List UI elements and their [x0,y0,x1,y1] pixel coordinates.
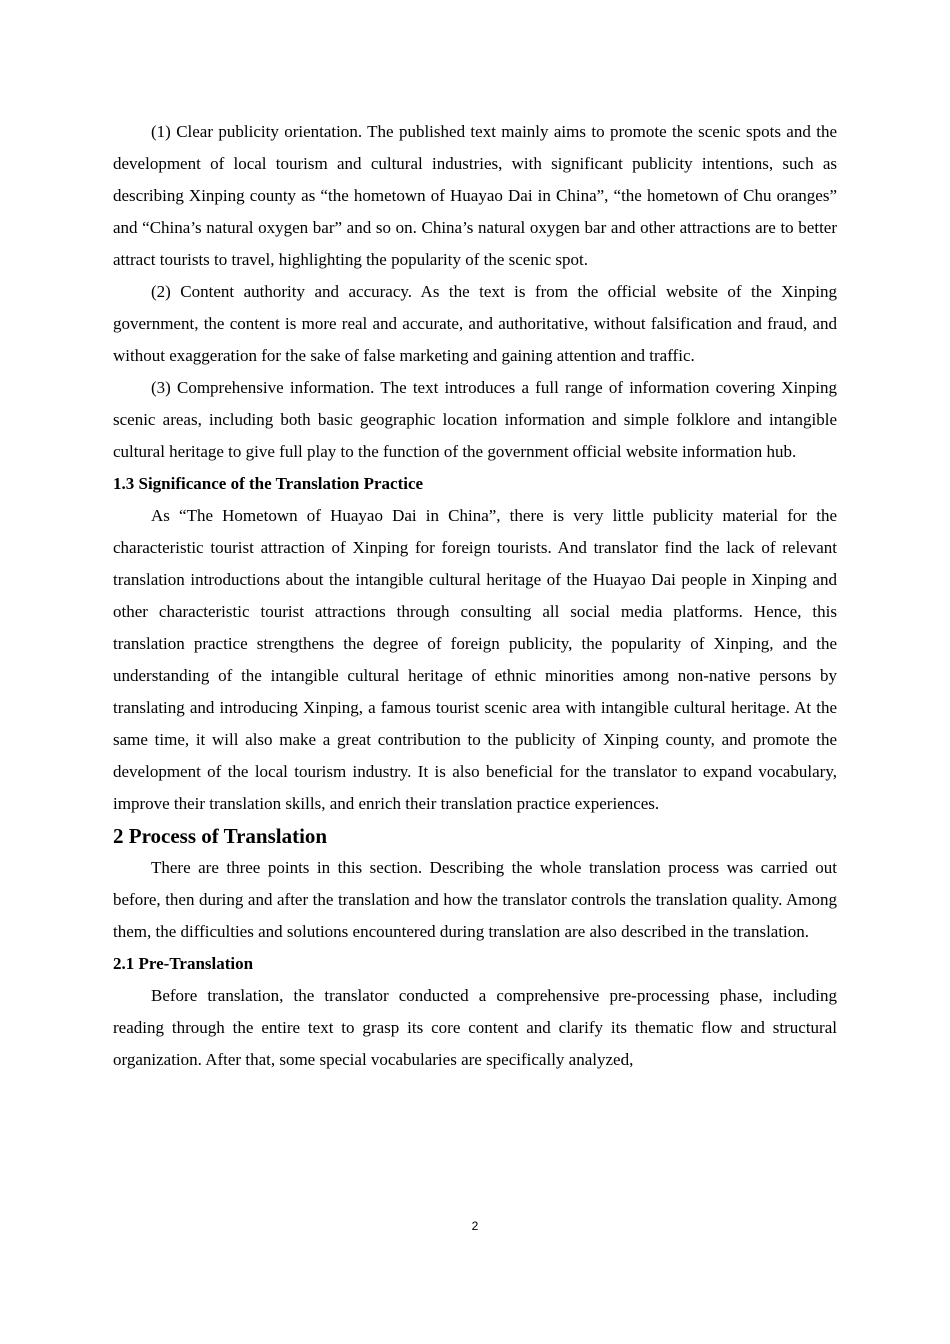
section-heading-2-1: 2.1 Pre-Translation [113,954,254,973]
paragraph-publicity-orientation: (1) Clear publicity orientation. The published text mainly aims to promote the scenic spots and the development of local tourism and cultural industries, with significant publicity intentions, such as describing Xinping county as “the hometown of Huayao Dai in China”, “the hometown of Chu oranges” and “China’s natural oxygen bar” and so on. China’s natural oxygen bar and other attractions are to better attract tourists to travel, highlighting the popularity of the scenic spot. [113,122,837,269]
paragraph-process-overview: There are three points in this section. Describing the whole translation process was carried out before, then during and after the translation and how the translator controls the translation quality. Among them, the difficulties and solutions encountered during translation are also described in the translation. [113,858,837,941]
section-heading-1-3: 1.3 Significance of the Translation Practice [113,474,424,493]
paragraph-comprehensive-information: (3) Comprehensive information. The text introduces a full range of information covering Xinping scenic areas, including both basic geographic location information and simple folklore and intangible cultural heritage to give full play to the function of the government official website information hub. [113,378,837,461]
paragraph-content-authority: (2) Content authority and accuracy. As the text is from the official website of the Xinping government, the content is more real and accurate, and authoritative, without falsification and fraud, and without exaggeration for the sake of false marketing and gaining attention and traffic. [113,282,837,365]
paragraph-significance: As “The Hometown of Huayao Dai in China”, there is very little publicity material for the characteristic tourist attraction of Xinping for foreign tourists. And translator find the lack of relevant translation introductions about the intangible cultural heritage of the Huayao Dai people in Xinping and other characteristic tourist attractions through consulting all social media platforms. Hence, this translation practice strengthens the degree of foreign publicity, the popularity of Xinping, and the understanding of the intangible cultural heritage of ethnic minorities among non-native persons by translating and introducing Xinping, a famous tourist scenic area with intangible cultural heritage. At the same time, it will also make a great contribution to the publicity of Xinping county, and promote the development of the local tourism industry. It is also beneficial for the translator to expand vocabulary, improve their translation skills, and enrich their translation practice experiences. [113,506,837,813]
document-page [113,116,837,1076]
page-number: 2 [471,1219,479,1233]
chapter-heading-2: 2 Process of Translation [113,824,328,848]
paragraph-pre-translation: Before translation, the translator conducted a comprehensive pre-processing phase, including reading through the entire text to grasp its core content and clarify its thematic flow and structural organization. After that, some special vocabularies are specifically analyzed, [113,986,837,1069]
